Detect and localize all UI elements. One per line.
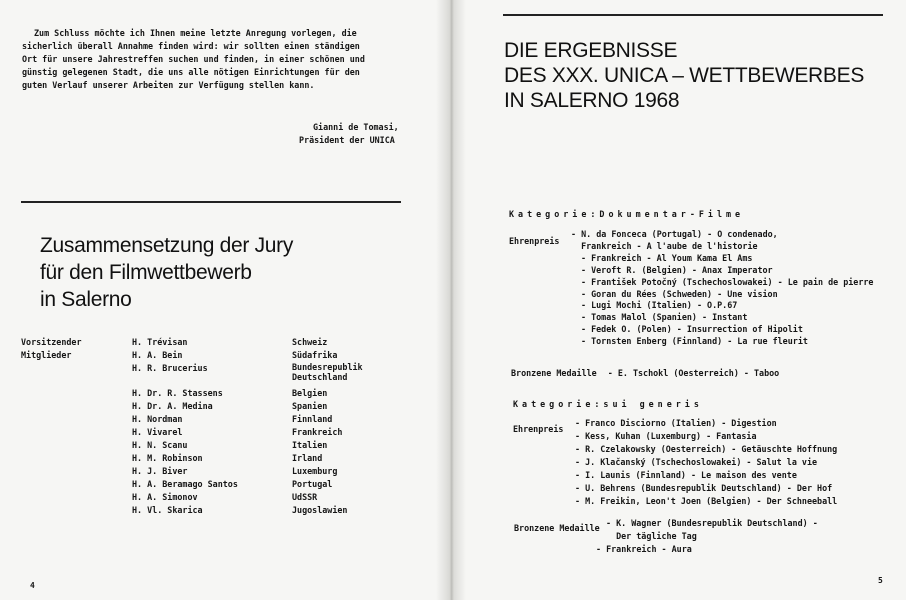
jury-name: H. J. Biver bbox=[132, 466, 188, 476]
right-page bbox=[451, 0, 906, 600]
doc-ehrenpreis-list bbox=[571, 229, 873, 348]
intro-line: Ort für unsere Jahrestreffen suchen und finden, in einer schönen und bbox=[22, 54, 365, 64]
doc-bronze bbox=[511, 367, 779, 380]
signature-title: Präsident der UNICA bbox=[299, 135, 395, 145]
jury-country: Luxemburg bbox=[292, 466, 338, 476]
jury-name: H. R. Brucerius bbox=[132, 363, 208, 373]
sui-ehrenpreis-list bbox=[575, 417, 837, 508]
jury-role: Vorsitzender bbox=[21, 337, 82, 347]
top-rule bbox=[503, 14, 883, 16]
sui-ehrenpreis-label: Ehrenpreis bbox=[513, 424, 564, 434]
award-entry: - Fedek O. (Polen) - Insurrection of Hipolit bbox=[581, 324, 803, 335]
jury-name: H. N. Scanu bbox=[132, 440, 188, 450]
intro-paragraph bbox=[22, 27, 365, 92]
intro-line: sicherlich überall Annahme finden wird: wir sollten einen ständigen bbox=[22, 41, 360, 51]
jury-country: Spanien bbox=[292, 401, 328, 411]
jury-country: Portugal bbox=[292, 479, 333, 489]
award-entry: - Kess, Kuhan (Luxemburg) - Fantasia bbox=[575, 431, 757, 441]
award-entry: - K. Wagner (Bundesrepublik Deutschland) - bbox=[606, 518, 818, 528]
signature-block bbox=[299, 121, 399, 147]
award-entry: Der tägliche Tag bbox=[606, 531, 697, 541]
results-heading-line: IN SALERNO 1968 bbox=[504, 89, 680, 112]
jury-name: H. Dr. R. Stassens bbox=[132, 388, 223, 398]
jury-name: H. Dr. A. Medina bbox=[132, 401, 213, 411]
jury-table bbox=[21, 336, 441, 536]
signature-name: Gianni de Tomasi, bbox=[313, 122, 399, 132]
award-entry: - Lugi Mochi (Italien) - O.P.67 bbox=[581, 300, 738, 311]
jury-role: Mitglieder bbox=[21, 350, 72, 360]
results-heading-line: DIE ERGEBNISSE bbox=[504, 39, 678, 62]
award-entry: - R. Czelakowsky (Oesterreich) - Getäuschte Hoffnung bbox=[575, 444, 838, 454]
jury-country: Südafrika bbox=[292, 350, 338, 360]
jury-heading-line: in Salerno bbox=[40, 288, 132, 311]
results-heading-line: DES XXX. UNICA – WETTBEWERBES bbox=[504, 64, 865, 87]
page-number-left: 4 bbox=[30, 581, 35, 590]
award-entry: - František Potočný (Tschechoslowakei) - Le pain de pierre bbox=[581, 276, 874, 287]
section-divider bbox=[21, 201, 401, 203]
book-gutter bbox=[436, 0, 466, 600]
jury-name: H. Trévisan bbox=[132, 337, 188, 347]
award-entry: - N. da Fonceca (Portugal) - O condenado, bbox=[571, 229, 778, 239]
doc-ehrenpreis-label: Ehrenpreis bbox=[509, 236, 560, 246]
doc-bronze-entry: - E. Tschokl (Oesterreich) - Taboo bbox=[607, 368, 780, 378]
award-entry: - M. Freikin, Leon't Joen (Belgien) - Der Schneeball bbox=[575, 496, 838, 506]
jury-name: H. Nordman bbox=[132, 414, 183, 424]
jury-heading-line: Zusammensetzung der Jury bbox=[40, 234, 294, 257]
award-entry: - I. Launis (Finnland) - Le maison des vente bbox=[575, 470, 797, 480]
intro-line: günstig gelegenen Stadt, die uns alle nötigen Einrichtungen für den bbox=[22, 67, 360, 77]
award-entry: - Frankreich - Al Youm Kama El Ams bbox=[581, 252, 753, 263]
award-entry: - Franco Disciorno (Italien) - Digestion bbox=[575, 418, 777, 428]
jury-name: H. M. Robinson bbox=[132, 453, 203, 463]
jury-country: Irland bbox=[292, 453, 323, 463]
sui-bronze-label: Bronzene Medaille bbox=[514, 523, 600, 533]
intro-line: Zum Schluss möchte ich Ihnen meine letzte Anregung vorlegen, die bbox=[34, 28, 357, 38]
award-entry: - Frankreich - Aura bbox=[596, 544, 692, 554]
jury-country: Jugoslawien bbox=[292, 505, 348, 515]
sui-bronze-list bbox=[596, 517, 818, 556]
left-page bbox=[0, 0, 451, 600]
category-documentary: Kategorie:Dokumentar-Filme bbox=[509, 209, 745, 219]
jury-country: Schweiz bbox=[292, 337, 328, 347]
jury-country: Finnland bbox=[292, 414, 333, 424]
award-entry: - U. Behrens (Bundesrepublik Deutschland) - Der Hof bbox=[575, 483, 833, 493]
award-entry: - Tornsten Enberg (Finnland) - La rue fleurit bbox=[581, 336, 808, 347]
jury-country: Belgien bbox=[292, 388, 328, 398]
jury-heading-line: für den Filmwettbewerb bbox=[40, 261, 252, 284]
award-entry: - Tomas Malol (Spanien) - Instant bbox=[581, 312, 748, 323]
intro-line: guten Verlauf unserer Arbeiten zur Verfügung stellen kann. bbox=[22, 80, 315, 90]
award-entry: - J. Klačanský (Tschechoslowakei) - Salut la vie bbox=[575, 457, 818, 467]
jury-name: H. A. Bein bbox=[132, 350, 183, 360]
award-entry: Frankreich - A l'aube de l'historie bbox=[571, 240, 758, 251]
jury-heading bbox=[40, 232, 293, 313]
category-sui-generis: Kategorie:sui generis bbox=[513, 399, 703, 409]
jury-name: H. Vl. Skarica bbox=[132, 505, 203, 515]
jury-name: H. A. Beramago Santos bbox=[132, 479, 238, 489]
award-entry: - Veroft R. (Belgien) - Anax Imperator bbox=[581, 264, 773, 275]
results-heading bbox=[504, 38, 864, 113]
award-entry: - Goran du Rées (Schweden) - Une vision bbox=[581, 288, 778, 299]
jury-country: Bundesrepublik Deutschland bbox=[292, 362, 363, 382]
jury-country: Italien bbox=[292, 440, 328, 450]
jury-name: H. A. Simonov bbox=[132, 492, 198, 502]
jury-country: Frankreich bbox=[292, 427, 343, 437]
doc-bronze-label: Bronzene Medaille bbox=[511, 368, 597, 378]
jury-name: H. Vivarel bbox=[132, 427, 183, 437]
jury-country: UdSSR bbox=[292, 492, 318, 502]
page-number-right: 5 bbox=[878, 576, 883, 585]
